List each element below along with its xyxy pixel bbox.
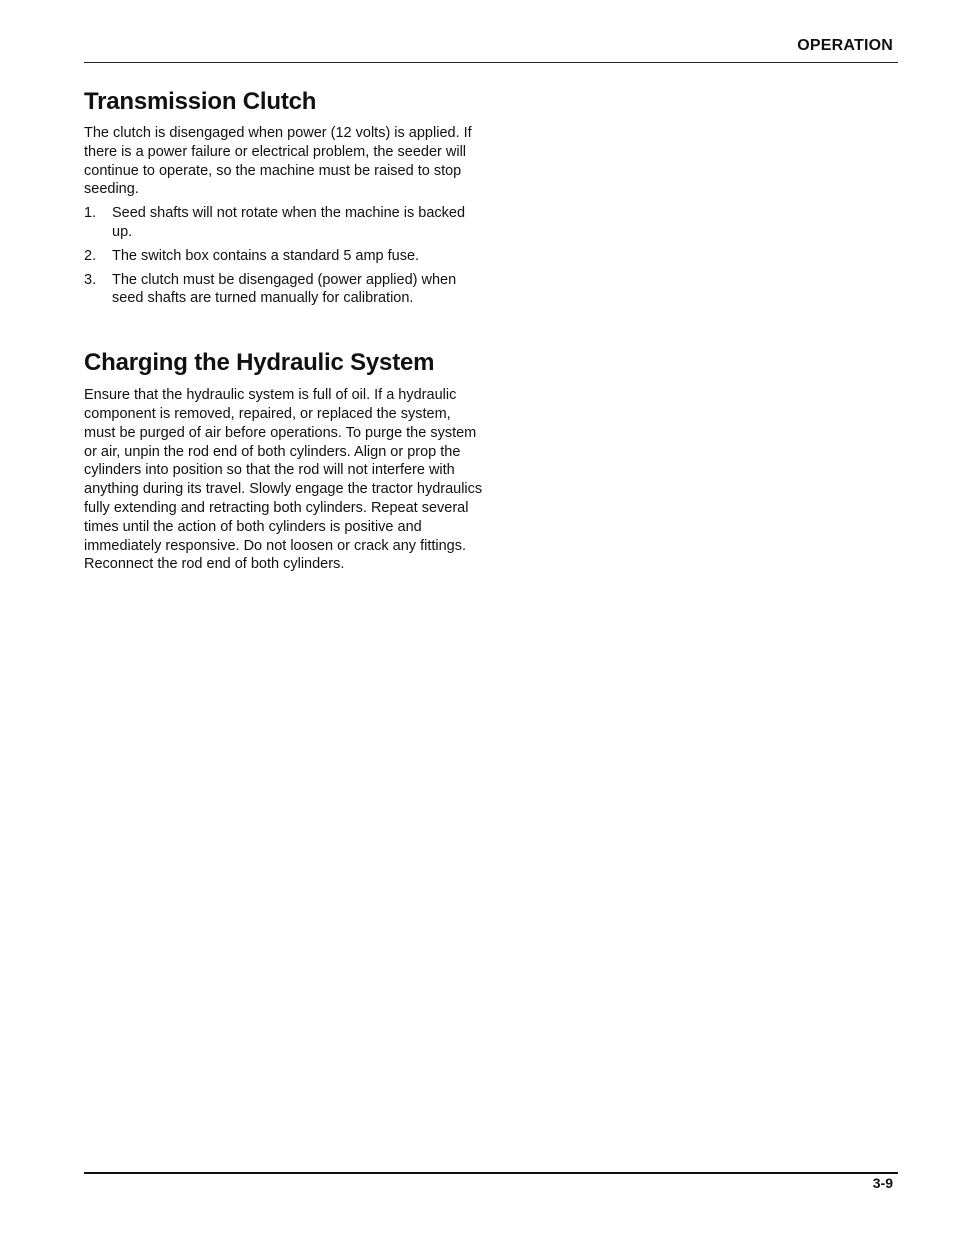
list-item [84,247,484,266]
list-item-text: The clutch must be disengaged (power applied) when seed shafts are turned manually for calibration. [112,271,457,307]
section-charging-hydraulic-system [84,347,484,574]
page-number: 3-9 [872,1175,893,1191]
list-item-text: The switch box contains a standard 5 amp fuse. [112,247,420,264]
list-item-text: Seed shafts will not rotate when the machine is backed up. [112,205,466,240]
footer-divider [84,1172,898,1174]
section-title: Charging the Hydraulic System [84,349,435,377]
section-transmission-clutch [84,86,484,308]
list-item-number: 1. [84,205,97,222]
numbered-list [84,204,484,308]
section-paragraph: The clutch is disengaged when power (12 volts) is applied. If there is a power failure or electrical problem, the seeder will continue to operate, so the machine must be raised to stop seeding. [84,125,472,198]
content-column [84,86,484,574]
header-divider [84,62,898,63]
list-item-number: 3. [84,271,97,288]
section-paragraph: Ensure that the hydraulic system is full of oil. If a hydraulic component is removed, repaired, or replaced the system, must be purged of air before operations. To purge the system or air, unpin the rod end of both cylinders. Align or prop the cylinders into position so that the rod will not interfere with anything during its travel. Slowly engage the tractor hydraulics fully extending and retracting both cylinders. Repeat several times until the action of both cylinders is positive and immediately responsive. Do not loosen or crack any fittings. Reconnect the rod end of both cylinders. [84,387,483,573]
running-header: OPERATION [797,37,893,54]
list-item [84,204,484,242]
list-item-number: 2. [84,247,97,264]
list-item [84,271,484,309]
section-title: Transmission Clutch [84,88,317,115]
